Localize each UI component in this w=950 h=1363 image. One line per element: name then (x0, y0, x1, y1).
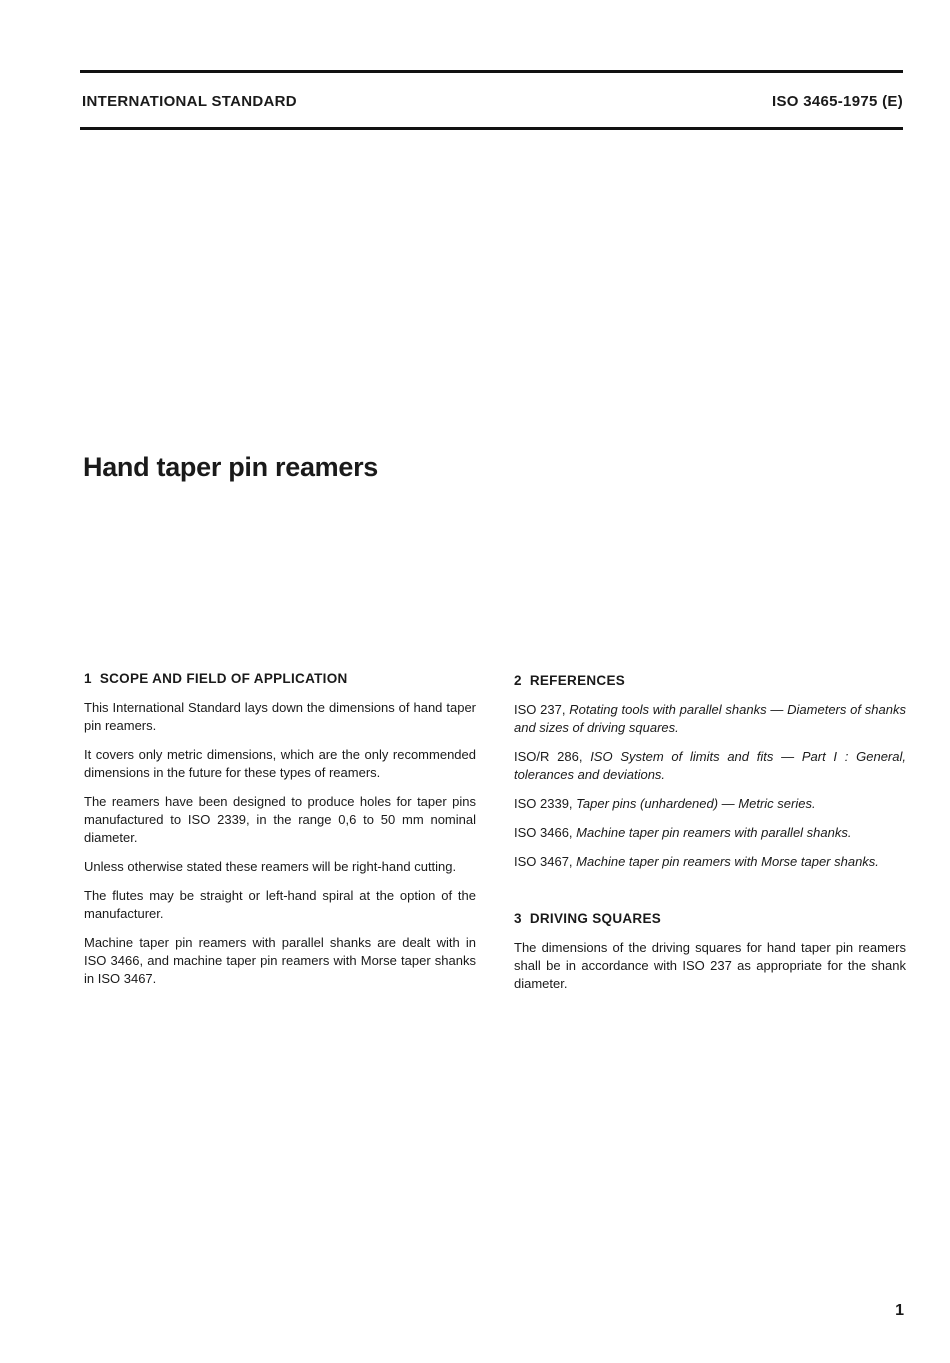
reference-code: ISO 237, (514, 702, 566, 717)
reference-item (514, 824, 906, 842)
section-spacer (514, 882, 906, 910)
page-number: 1 (895, 1302, 904, 1319)
section-number: 2 (514, 673, 522, 688)
reference-title: Machine taper pin reamers with parallel shanks. (576, 825, 852, 840)
section-heading-references (514, 672, 906, 690)
reference-title: ISO System of limits and fits — Part I : General, tolerances and deviations. (514, 749, 906, 782)
reference-title: Rotating tools with parallel shanks — Diameters of shanks and sizes of driving squares. (514, 702, 906, 735)
header-bottom-rule (80, 127, 903, 130)
reference-code: ISO 3467, (514, 854, 573, 869)
reference-item (514, 795, 906, 813)
reference-code: ISO 3466, (514, 825, 573, 840)
document-type-label: INTERNATIONAL STANDARD (82, 93, 297, 110)
reference-title: Machine taper pin reamers with Morse taper shanks. (576, 854, 879, 869)
scope-paragraph: This International Standard lays down the dimensions of hand taper pin reamers. (84, 700, 476, 733)
document-title: Hand taper pin reamers (83, 452, 379, 482)
scope-paragraph: Unless otherwise stated these reamers will be right-hand cutting. (84, 859, 457, 874)
left-column (84, 670, 476, 999)
driving-squares-paragraph: The dimensions of the driving squares for hand taper pin reamers shall be in accordance with ISO 237 as appropriate for the shank diameter. (514, 940, 906, 991)
standard-number: ISO 3465-1975 (E) (771, 93, 903, 110)
section-number: 3 (514, 911, 522, 926)
section-title: DRIVING SQUARES (529, 911, 662, 926)
right-column (514, 672, 906, 1004)
section-heading-driving-squares (514, 910, 906, 928)
reference-code: ISO/R 286, (514, 749, 583, 764)
header-top-rule (80, 70, 903, 73)
section-title: REFERENCES (529, 673, 626, 688)
reference-code: ISO 2339, (514, 796, 573, 811)
section-heading-scope (84, 670, 476, 688)
reference-item (514, 701, 906, 737)
scope-paragraph: Machine taper pin reamers with parallel shanks are dealt with in ISO 3466, and machine taper pin reamers with Morse taper shanks in ISO 3467. (84, 935, 476, 986)
section-number: 1 (84, 671, 92, 686)
scope-paragraph: The flutes may be straight or left-hand spiral at the option of the manufacturer. (84, 888, 476, 921)
reference-item (514, 748, 906, 784)
section-title: SCOPE AND FIELD OF APPLICATION (99, 671, 348, 686)
reference-item (514, 853, 906, 871)
scope-paragraph: The reamers have been designed to produce holes for taper pins manufactured to ISO 2339, in the range 0,6 to 50 mm nominal diameter. (84, 794, 476, 845)
scope-paragraph: It covers only metric dimensions, which are the only recommended dimensions in the future for these types of reamers. (84, 747, 476, 780)
reference-title: Taper pins (unhardened) — Metric series. (576, 796, 816, 811)
